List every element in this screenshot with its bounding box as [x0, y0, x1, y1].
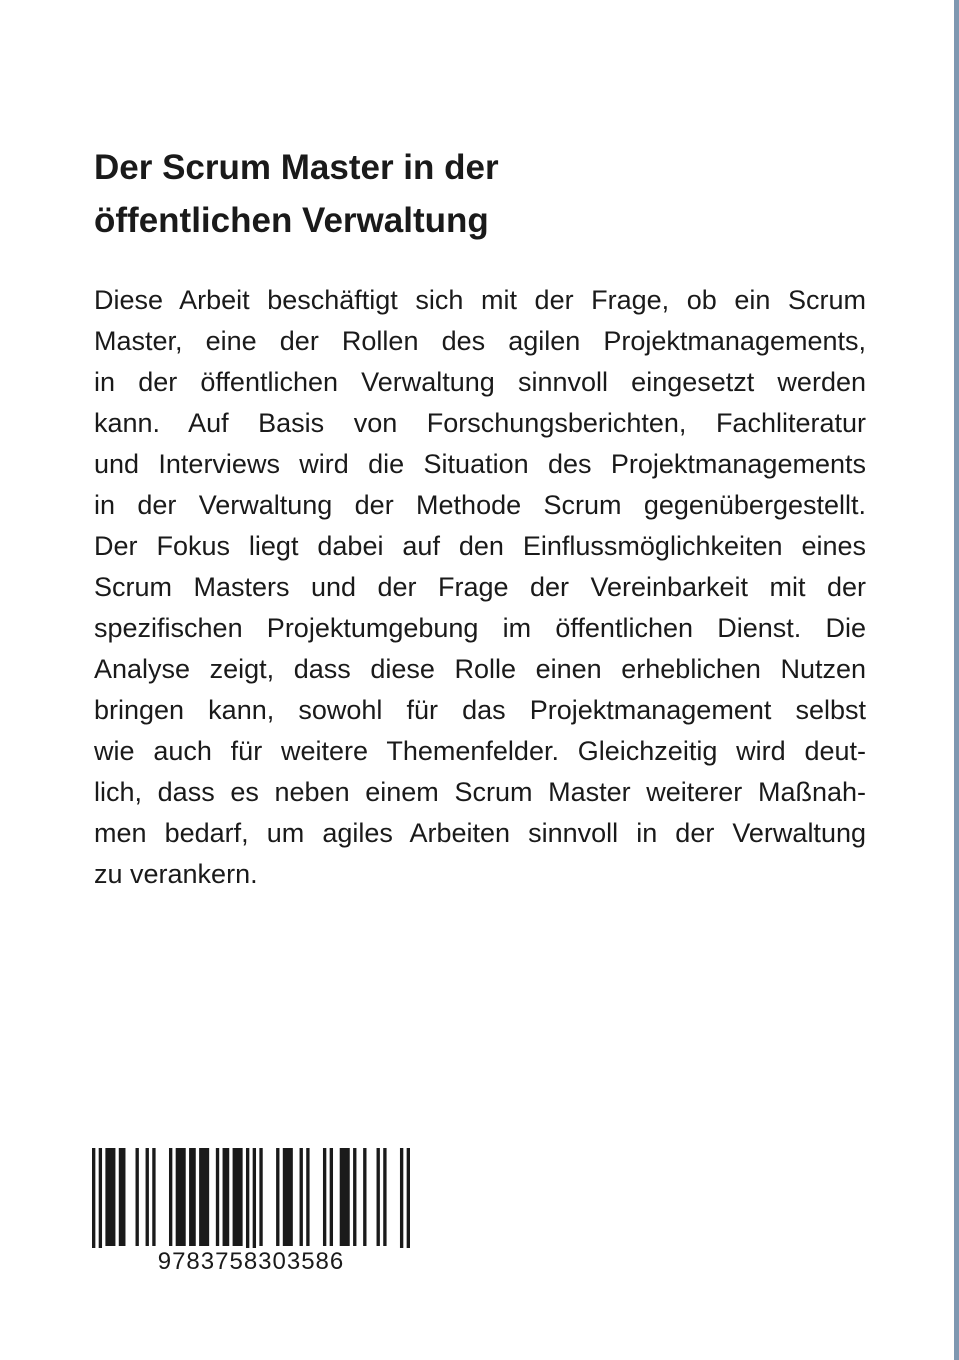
barcode-bar — [363, 1148, 366, 1246]
blurb-line: spezifischen Projektumgebung im öffentlichen Dienst. Die — [94, 613, 866, 643]
blurb-line: zu verankern. — [94, 859, 258, 889]
book-title — [94, 141, 894, 247]
barcode-bar — [119, 1148, 126, 1246]
barcode-bar — [99, 1148, 102, 1248]
barcode-bar — [233, 1148, 243, 1246]
barcode-bar — [377, 1148, 380, 1246]
barcode-bar — [223, 1148, 230, 1246]
blurb-line: Analyse zeigt, dass diese Rolle einen erheblichen Nutzen — [94, 654, 866, 684]
barcode-bar — [169, 1148, 172, 1246]
barcode-bar — [92, 1148, 95, 1248]
blurb-line: Scrum Masters und der Frage der Vereinbarkeit mit der — [94, 572, 866, 602]
isbn-barcode — [92, 1148, 410, 1274]
blurb-line: und Interviews wird die Situation des Projektmanagements — [94, 449, 866, 479]
blurb-line: Master, eine der Rollen des agilen Projektmanagements, — [94, 326, 866, 356]
barcode-bar — [246, 1148, 249, 1248]
blurb-line: wie auch für weitere Themenfelder. Gleichzeitig wird deut- — [94, 736, 866, 766]
blurb-line: Der Fokus liegt dabei auf den Einflussmöglichkeiten eines — [94, 531, 866, 561]
barcode-bar — [400, 1148, 403, 1248]
barcode-bar — [105, 1148, 115, 1246]
barcode-bars — [92, 1148, 410, 1248]
barcode-bar — [216, 1148, 219, 1246]
cover-edge-stripe — [954, 0, 959, 1360]
barcode-bar — [306, 1148, 309, 1246]
blurb-line: Diese Arbeit beschäftigt sich mit der Frage, ob ein Scrum — [94, 285, 866, 315]
back-cover-blurb — [94, 280, 866, 895]
barcode-bar — [189, 1148, 196, 1246]
blurb-line: kann. Auf Basis von Forschungsberichten, Fachliteratur — [94, 408, 866, 438]
isbn-number: 9783758303586 — [92, 1248, 410, 1276]
blurb-line: lich, dass es neben einem Scrum Master weiterer Maßnah- — [94, 777, 866, 807]
barcode-bar — [323, 1148, 326, 1246]
blurb-line: bringen kann, sowohl für das Projektmanagement selbst — [94, 695, 866, 725]
barcode-bar — [253, 1148, 256, 1248]
barcode-bar — [152, 1148, 155, 1246]
book-title-line-1: Der Scrum Master in der — [94, 148, 499, 187]
blurb-line: in der öffentlichen Verwaltung sinnvoll eingesetzt werden — [94, 367, 866, 397]
blurb-line: men bedarf, um agiles Arbeiten sinnvoll in der Verwaltung — [94, 818, 866, 848]
barcode-bar — [300, 1148, 303, 1246]
barcode-bar — [283, 1148, 293, 1246]
barcode-bar — [259, 1148, 262, 1246]
barcode-bar — [146, 1148, 149, 1246]
book-title-line-2: öffentlichen Verwaltung — [94, 201, 489, 240]
barcode-bar — [407, 1148, 410, 1248]
barcode-bar — [330, 1148, 333, 1246]
barcode-bar — [383, 1148, 386, 1246]
blurb-line: in der Verwaltung der Methode Scrum gegenübergestellt. — [94, 490, 866, 520]
barcode-bar — [276, 1148, 279, 1246]
barcode-bar — [199, 1148, 209, 1246]
barcode-bar — [353, 1148, 356, 1246]
barcode-bar — [340, 1148, 350, 1246]
barcode-bar — [176, 1148, 186, 1246]
barcode-bar — [136, 1148, 139, 1246]
